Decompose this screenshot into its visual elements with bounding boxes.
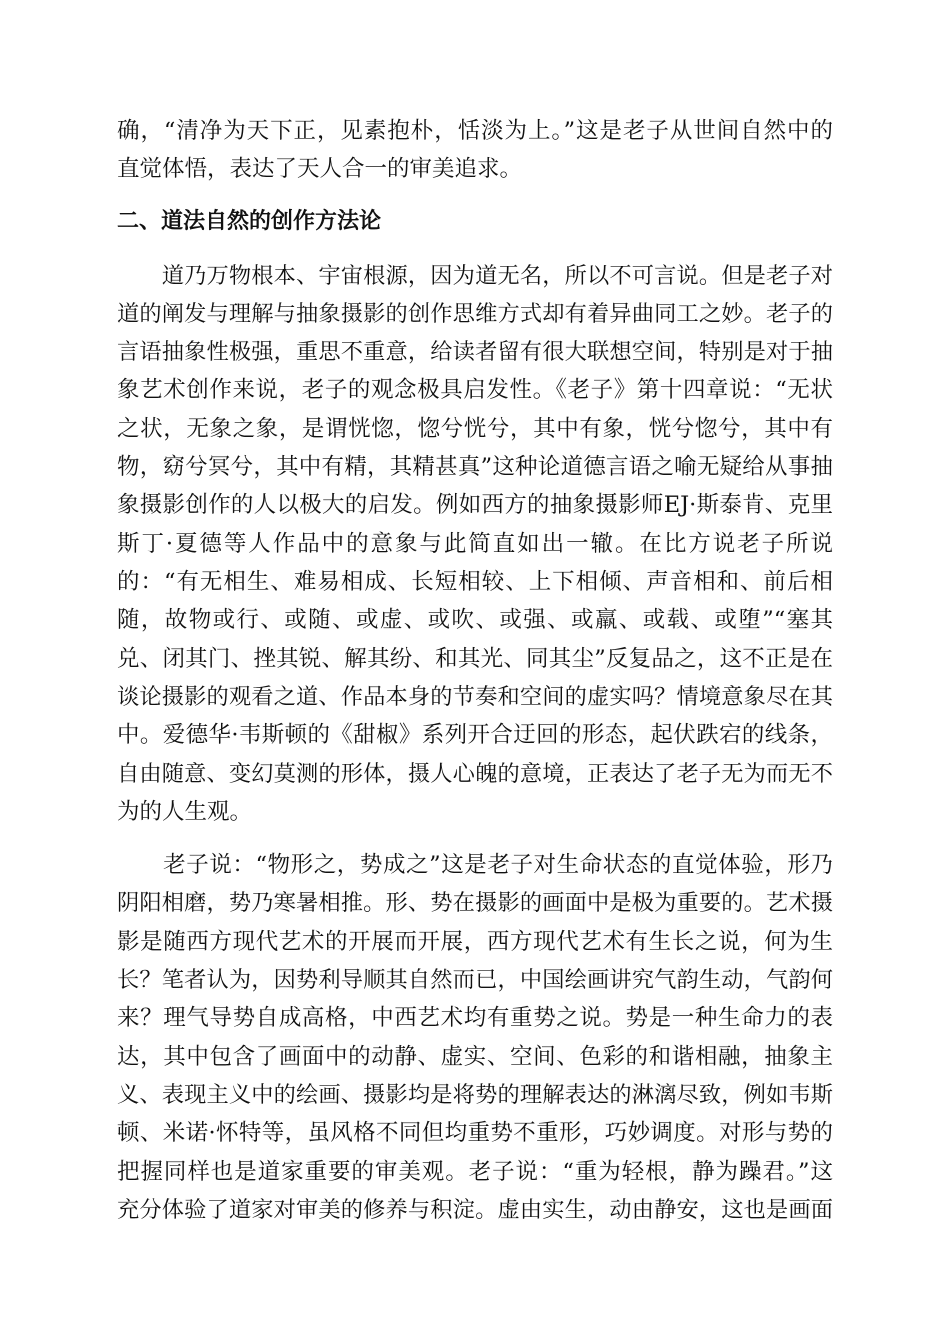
text-line: 谈论摄影的观看之道、作品本身的节奏和空间的虚实吗？情境意象尽在其 [117,684,833,710]
text-line: 象艺术创作来说，老子的观念极具启发性。《老子》第十四章说：“无状 [117,377,833,403]
text-line: 中。爱德华·韦斯顿的《甜椒》系列开合迂回的形态，起伏跌宕的线条， [117,722,833,748]
text-line: 的：“有无相生、难易相成、长短相较、上下相倾、声音相和、前后相 [117,569,833,595]
text-line: 兑、闭其门、挫其锐、解其纷、和其光、同其尘”反复品之，这不正是在 [117,646,833,672]
text-line: 来？理气导势自成高格，中西艺术均有重势之说。势是一种生命力的表 [117,1005,833,1031]
text-line: 自由随意、变幻莫测的形体，摄人心魄的意境，正表达了老子无为而无不 [117,761,833,787]
text-line: 象摄影创作的人以极大的启发。例如西方的抽象摄影师EJ·斯泰肯、克里 [117,492,833,518]
text-line: 道的阐发与理解与抽象摄影的创作思维方式却有着异曲同工之妙。老子的 [117,301,833,327]
text-line: 物，窈兮冥兮，其中有精，其精甚真”这种论道德言语之喻无疑给从事抽 [117,454,833,480]
text-line: 随，故物或行、或随、或虚、或吹、或强、或羸、或载、或堕”“塞其 [117,607,833,633]
text-line: 言语抽象性极强，重思不重意，给读者留有很大联想空间，特别是对于抽 [117,339,833,365]
section-heading: 二、道法自然的创作方法论 [117,209,382,234]
text-line: 影是随西方现代艺术的开展而开展，西方现代艺术有生长之说，何为生 [117,929,833,955]
text-line: 达，其中包含了画面中的动静、虚实、空间、色彩的和谐相融，抽象主 [117,1044,833,1070]
text-line: 阴阳相磨，势乃寒暑相推。形、势在摄影的画面中是极为重要的。艺术摄 [117,890,833,916]
text-line: 确，“清净为天下正，见素抱朴，恬淡为上。”这是老子从世间自然中的 [117,118,833,144]
text-line: 之状，无象之象，是谓恍惚，惚兮恍兮，其中有象，恍兮惚兮，其中有 [117,416,833,442]
text-line: 把握同样也是道家重要的审美观。老子说：“重为轻根，静为躁君。”这 [117,1159,833,1185]
text-line: 为的人生观。 [117,799,253,825]
text-line: 老子说：“物形之，势成之”这是老子对生命状态的直觉体验，形乃 [117,852,833,878]
text-line: 道乃万物根本、宇宙根源，因为道无名，所以不可言说。但是老子对 [117,263,833,289]
text-line: 斯丁·夏德等人作品中的意象与此简直如出一辙。在比方说老子所说 [117,531,833,557]
text-line: 长？笔者认为，因势利导顺其自然而已，中国绘画讲究气韵生动，气韵何 [117,967,833,993]
text-line: 直觉体悟，表达了天人合一的审美追求。 [117,156,523,182]
text-line: 义、表现主义中的绘画、摄影均是将势的理解表达的淋漓尽致，例如韦斯 [117,1082,833,1108]
text-line: 顿、米诺·怀特等，虽风格不同但均重势不重形，巧妙调度。对形与势的 [117,1120,833,1146]
text-line: 充分体验了道家对审美的修养与积淀。虚由实生，动由静安，这也是画面 [117,1197,833,1223]
